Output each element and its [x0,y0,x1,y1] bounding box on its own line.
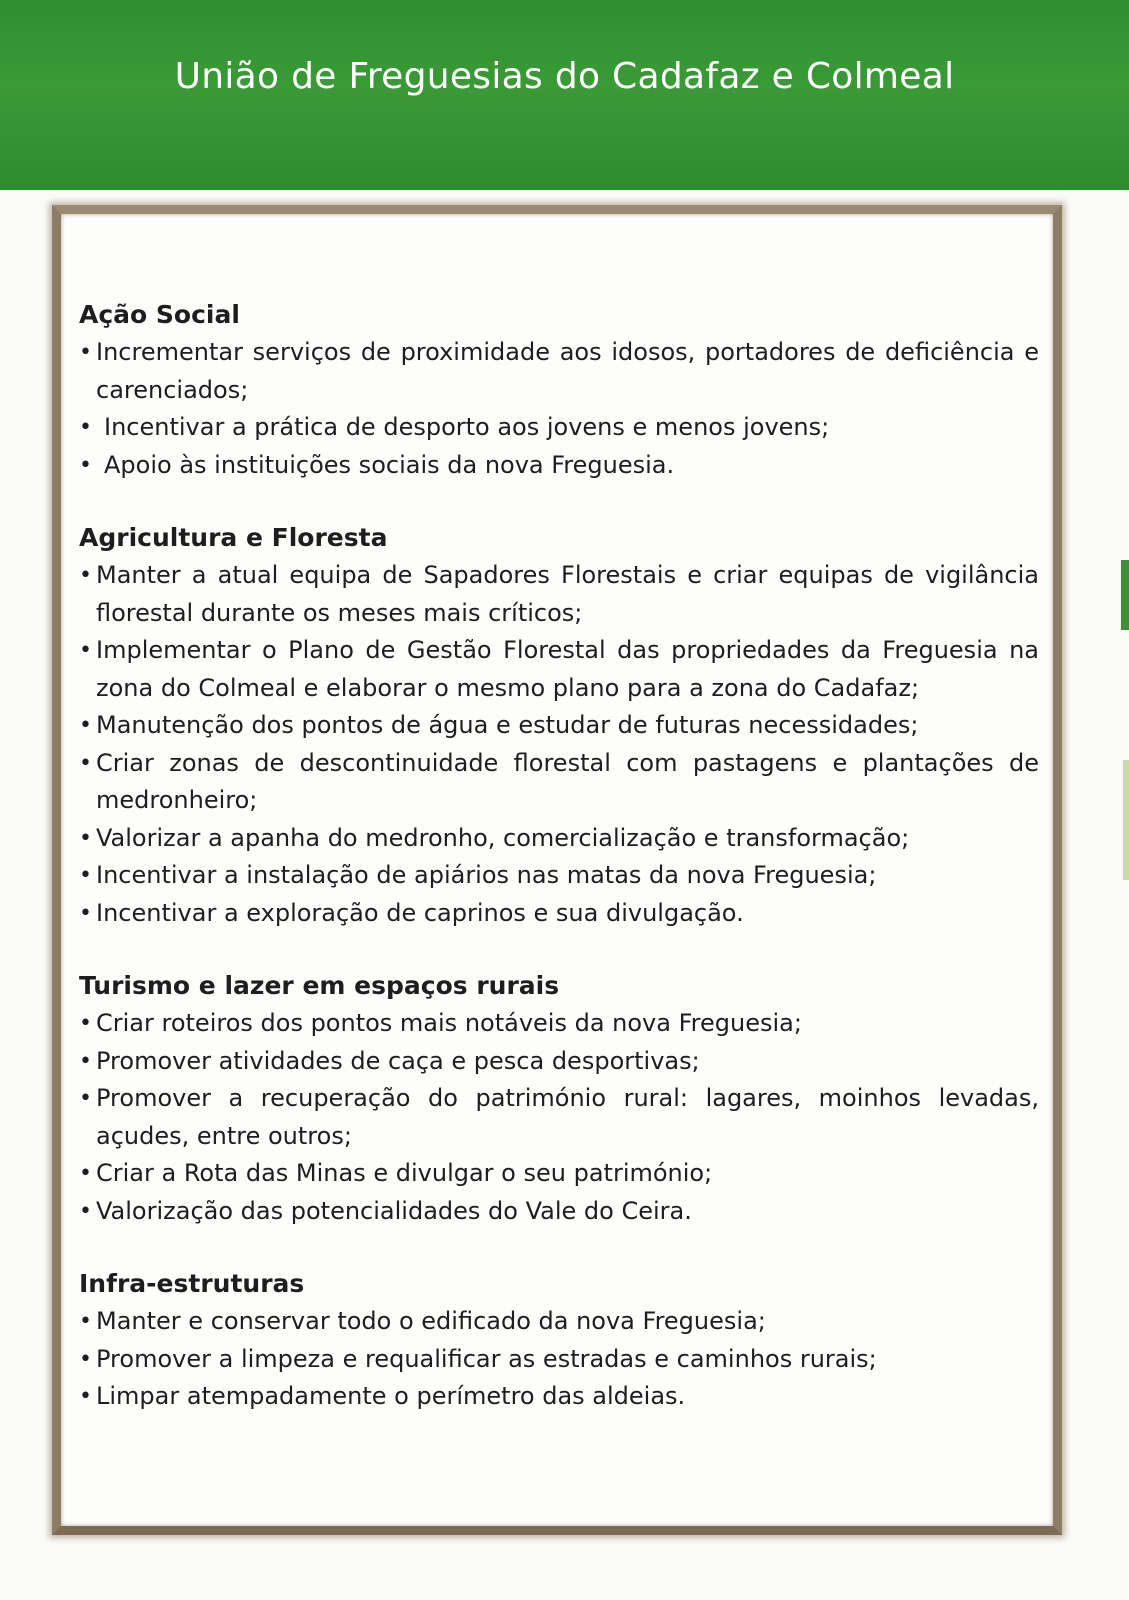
content-body [79,296,1039,1451]
bullet-icon: • [79,340,92,365]
bullet-icon: • [79,1309,92,1334]
bullet-icon: • [79,1198,92,1224]
section-acao-social [79,296,1039,484]
bullet-icon: • [79,1011,92,1036]
header-band [0,0,1129,190]
list-item [79,1155,1039,1193]
bullet-icon: • [79,900,92,926]
bullet-icon: • [79,1346,92,1372]
list-item [79,447,1039,485]
list-item-text: Incentivar a instalação de apiários nas matas da nova Freguesia; [96,861,877,889]
list-item [79,1005,1039,1043]
bullet-icon: • [79,452,92,478]
bullet-icon: • [79,415,92,440]
section-title: Turismo e lazer em espaços rurais [79,971,560,1000]
list-item-text: Criar a Rota das Minas e divulgar o seu património; [96,1159,713,1187]
right-edge-mark-lower [1123,760,1129,880]
list-item-text: Promover a limpeza e requalificar as estradas e caminhos rurais; [96,1344,877,1373]
bullet-icon: • [79,1384,92,1409]
list-item [79,895,1039,933]
list-item [79,1303,1039,1341]
bullet-icon: • [79,713,92,738]
list-item [79,1341,1039,1379]
list-item [79,707,1039,745]
list-item-text: Promover a recuperação do património rural: lagares, moinhos levadas, açudes, entre outros; [96,1084,1039,1150]
bullet-icon: • [79,750,92,776]
bullet-icon: • [79,825,92,851]
list-item [79,745,1039,820]
section-title: Ação Social [79,300,240,329]
list-item-text: Implementar o Plano de Gestão Florestal das propriedades da Freguesia na zona do Colmeal e elaborar o mesmo plano para a zona do Cadafaz; [96,636,1039,702]
list-item-text: Criar zonas de descontinuidade florestal com pastagens e plantações de medronheiro; [96,748,1039,814]
list-item [79,1043,1039,1081]
bullet-icon: • [79,563,92,588]
bullet-icon: • [79,638,92,663]
list-item-text: Promover atividades de caça e pesca desportivas; [96,1046,700,1075]
list-item [79,1080,1039,1155]
list-item-text: Incrementar serviços de proximidade aos idosos, portadores de deficiência e carenciados; [96,338,1039,404]
list-item-text: Valorizar a apanha do medronho, comercialização e transformação; [96,823,910,852]
bullet-icon: • [79,863,92,888]
list-item [79,557,1039,632]
right-edge-mark [1121,560,1129,630]
list-item-text: Incentivar a exploração de caprinos e sua divulgação. [96,898,744,927]
list-item [79,857,1039,895]
list-item-text: Criar roteiros dos pontos mais notáveis da nova Freguesia; [96,1009,802,1037]
list-item [79,1378,1039,1416]
bullet-icon: • [79,1086,92,1111]
list-item-text: Manter a atual equipa de Sapadores Florestais e criar equipas de vigilância florestal durante os meses mais críticos; [96,561,1039,627]
list-item [79,334,1039,409]
bullet-icon: • [79,1048,92,1074]
list-item [79,1193,1039,1231]
section-title: Agricultura e Floresta [79,523,388,552]
list-item-text: Manter e conservar todo o edificado da nova Freguesia; [96,1307,766,1335]
list-item [79,632,1039,707]
list-item [79,820,1039,858]
list-item-text: Incentivar a prática de desporto aos jovens e menos jovens; [104,413,830,441]
list-item-text: Manutenção dos pontos de água e estudar de futuras necessidades; [96,711,919,739]
section-agricultura-floresta [79,519,1039,932]
section-title: Infra-estruturas [79,1269,305,1298]
list-item [79,409,1039,447]
list-item-text: Apoio às instituições sociais da nova Freguesia. [104,450,675,479]
section-turismo-lazer [79,967,1039,1230]
list-item-text: Valorização das potencialidades do Vale do Ceira. [96,1196,692,1225]
page-title: União de Freguesias do Cadafaz e Colmeal [174,56,955,97]
section-infra-estruturas [79,1265,1039,1416]
bullet-icon: • [79,1161,92,1186]
list-item-text: Limpar atempadamente o perímetro das aldeias. [96,1382,686,1410]
